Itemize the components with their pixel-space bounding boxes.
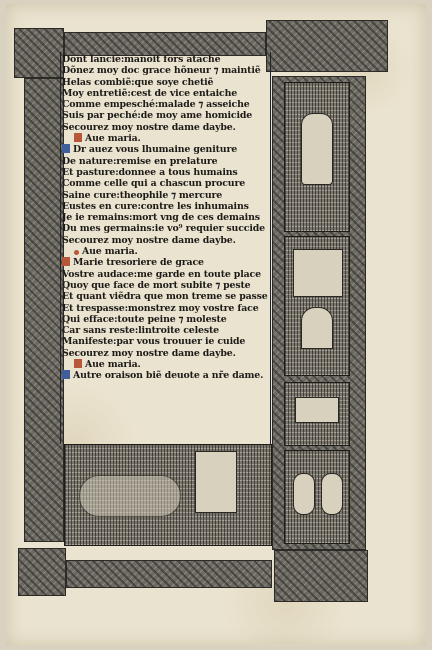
blue-initial-icon — [62, 144, 70, 153]
rubric-line: Aue maria. — [62, 359, 270, 370]
text-line: Comme celle qui a chascun procure — [62, 178, 246, 190]
text-line: Marie tresoriere de grace — [62, 257, 270, 268]
corner-ornament-bottom-left — [18, 548, 66, 596]
red-initial-icon — [74, 359, 82, 368]
text-frame-rule — [60, 52, 61, 444]
city-and-tower-woodcut — [284, 236, 350, 376]
text-line: Et pasture:donnee a tous humains — [62, 166, 238, 178]
left-border-ornament — [24, 78, 64, 542]
bottom-border-ornament — [66, 560, 272, 588]
text-line: Manifeste:par vous trouuer ie cuide — [62, 336, 246, 348]
text-line: De nature:remise en prelature — [62, 155, 218, 167]
text-line: Eustes en cure:contre les inhumains — [62, 200, 249, 212]
battle-scene-woodcut — [64, 444, 272, 546]
red-initial-icon — [74, 133, 82, 142]
text-frame-rule — [270, 52, 271, 444]
text-line: Autre oraison biẽ deuote a nr̃e dame. — [62, 370, 270, 381]
text-line: Dont lanciẽ:manoit fors atache — [62, 54, 221, 65]
text-line: Secourez moy nostre dame daybe. — [62, 121, 236, 133]
text-line: Moy entretiẽ:cest de vice entaiche — [62, 87, 238, 99]
text-line: Suis par peché:de moy ame homicide — [62, 110, 253, 122]
blue-initial-icon — [62, 370, 70, 379]
text-line: Helas combiẽ:que soye chetiẽ — [62, 76, 214, 88]
rubric-line: Aue maria. — [62, 246, 270, 257]
putto-icon — [293, 473, 315, 515]
text-line: Dr auez vous lhumaine geniture — [62, 144, 270, 155]
text-line: Vostre audace:me garde en toute place — [62, 268, 261, 280]
text-line: Saine cure:theophile ⁊ mercure — [62, 189, 223, 201]
putto-icon — [321, 473, 343, 515]
top-border-ornament — [64, 32, 266, 56]
corner-ornament-top-left — [14, 28, 64, 78]
city-towers-icon — [293, 249, 343, 297]
text-line: Secourez moy nostre dame daybe. — [62, 347, 236, 359]
text-line: Et quant viẽdra que mon treme se passe — [62, 291, 268, 303]
text-line: Car sans reste:lintroite celeste — [62, 325, 219, 337]
casket-icon — [295, 397, 339, 423]
angel-figure-icon — [301, 113, 333, 185]
text-line: Dõnez moy doc grace hõneur ⁊ maintiẽ — [62, 65, 261, 77]
top-right-ornament — [266, 20, 388, 72]
text-line: Comme empesché:malade ⁊ asseiche — [62, 99, 250, 111]
red-initial-icon — [62, 257, 70, 266]
rubric-line: Aue maria. — [62, 133, 270, 144]
text-line: Qui efface:toute peine ⁊ moleste — [62, 313, 227, 325]
text-line: Je ie remains:mort vng de ces demains — [62, 212, 260, 224]
text-line: Du mes germains:ie vo⁹ requier succide — [62, 223, 265, 235]
red-paraph-icon — [74, 250, 79, 255]
corner-ornament-bottom-right — [274, 550, 368, 602]
soldiers-icon — [79, 475, 181, 517]
putti-woodcut — [284, 450, 350, 544]
text-line: Et trespasse:monstrez moy vostre face — [62, 302, 259, 314]
angel-annunciation-woodcut — [284, 82, 350, 232]
tower-icon — [195, 451, 237, 513]
text-block — [62, 54, 270, 382]
casket-woodcut — [284, 382, 350, 446]
text-line: Quoy que face de mort subite ⁊ peste — [62, 279, 251, 291]
text-line: Secourez moy nostre dame daybe. — [62, 234, 236, 246]
arched-doorway-icon — [301, 307, 333, 349]
